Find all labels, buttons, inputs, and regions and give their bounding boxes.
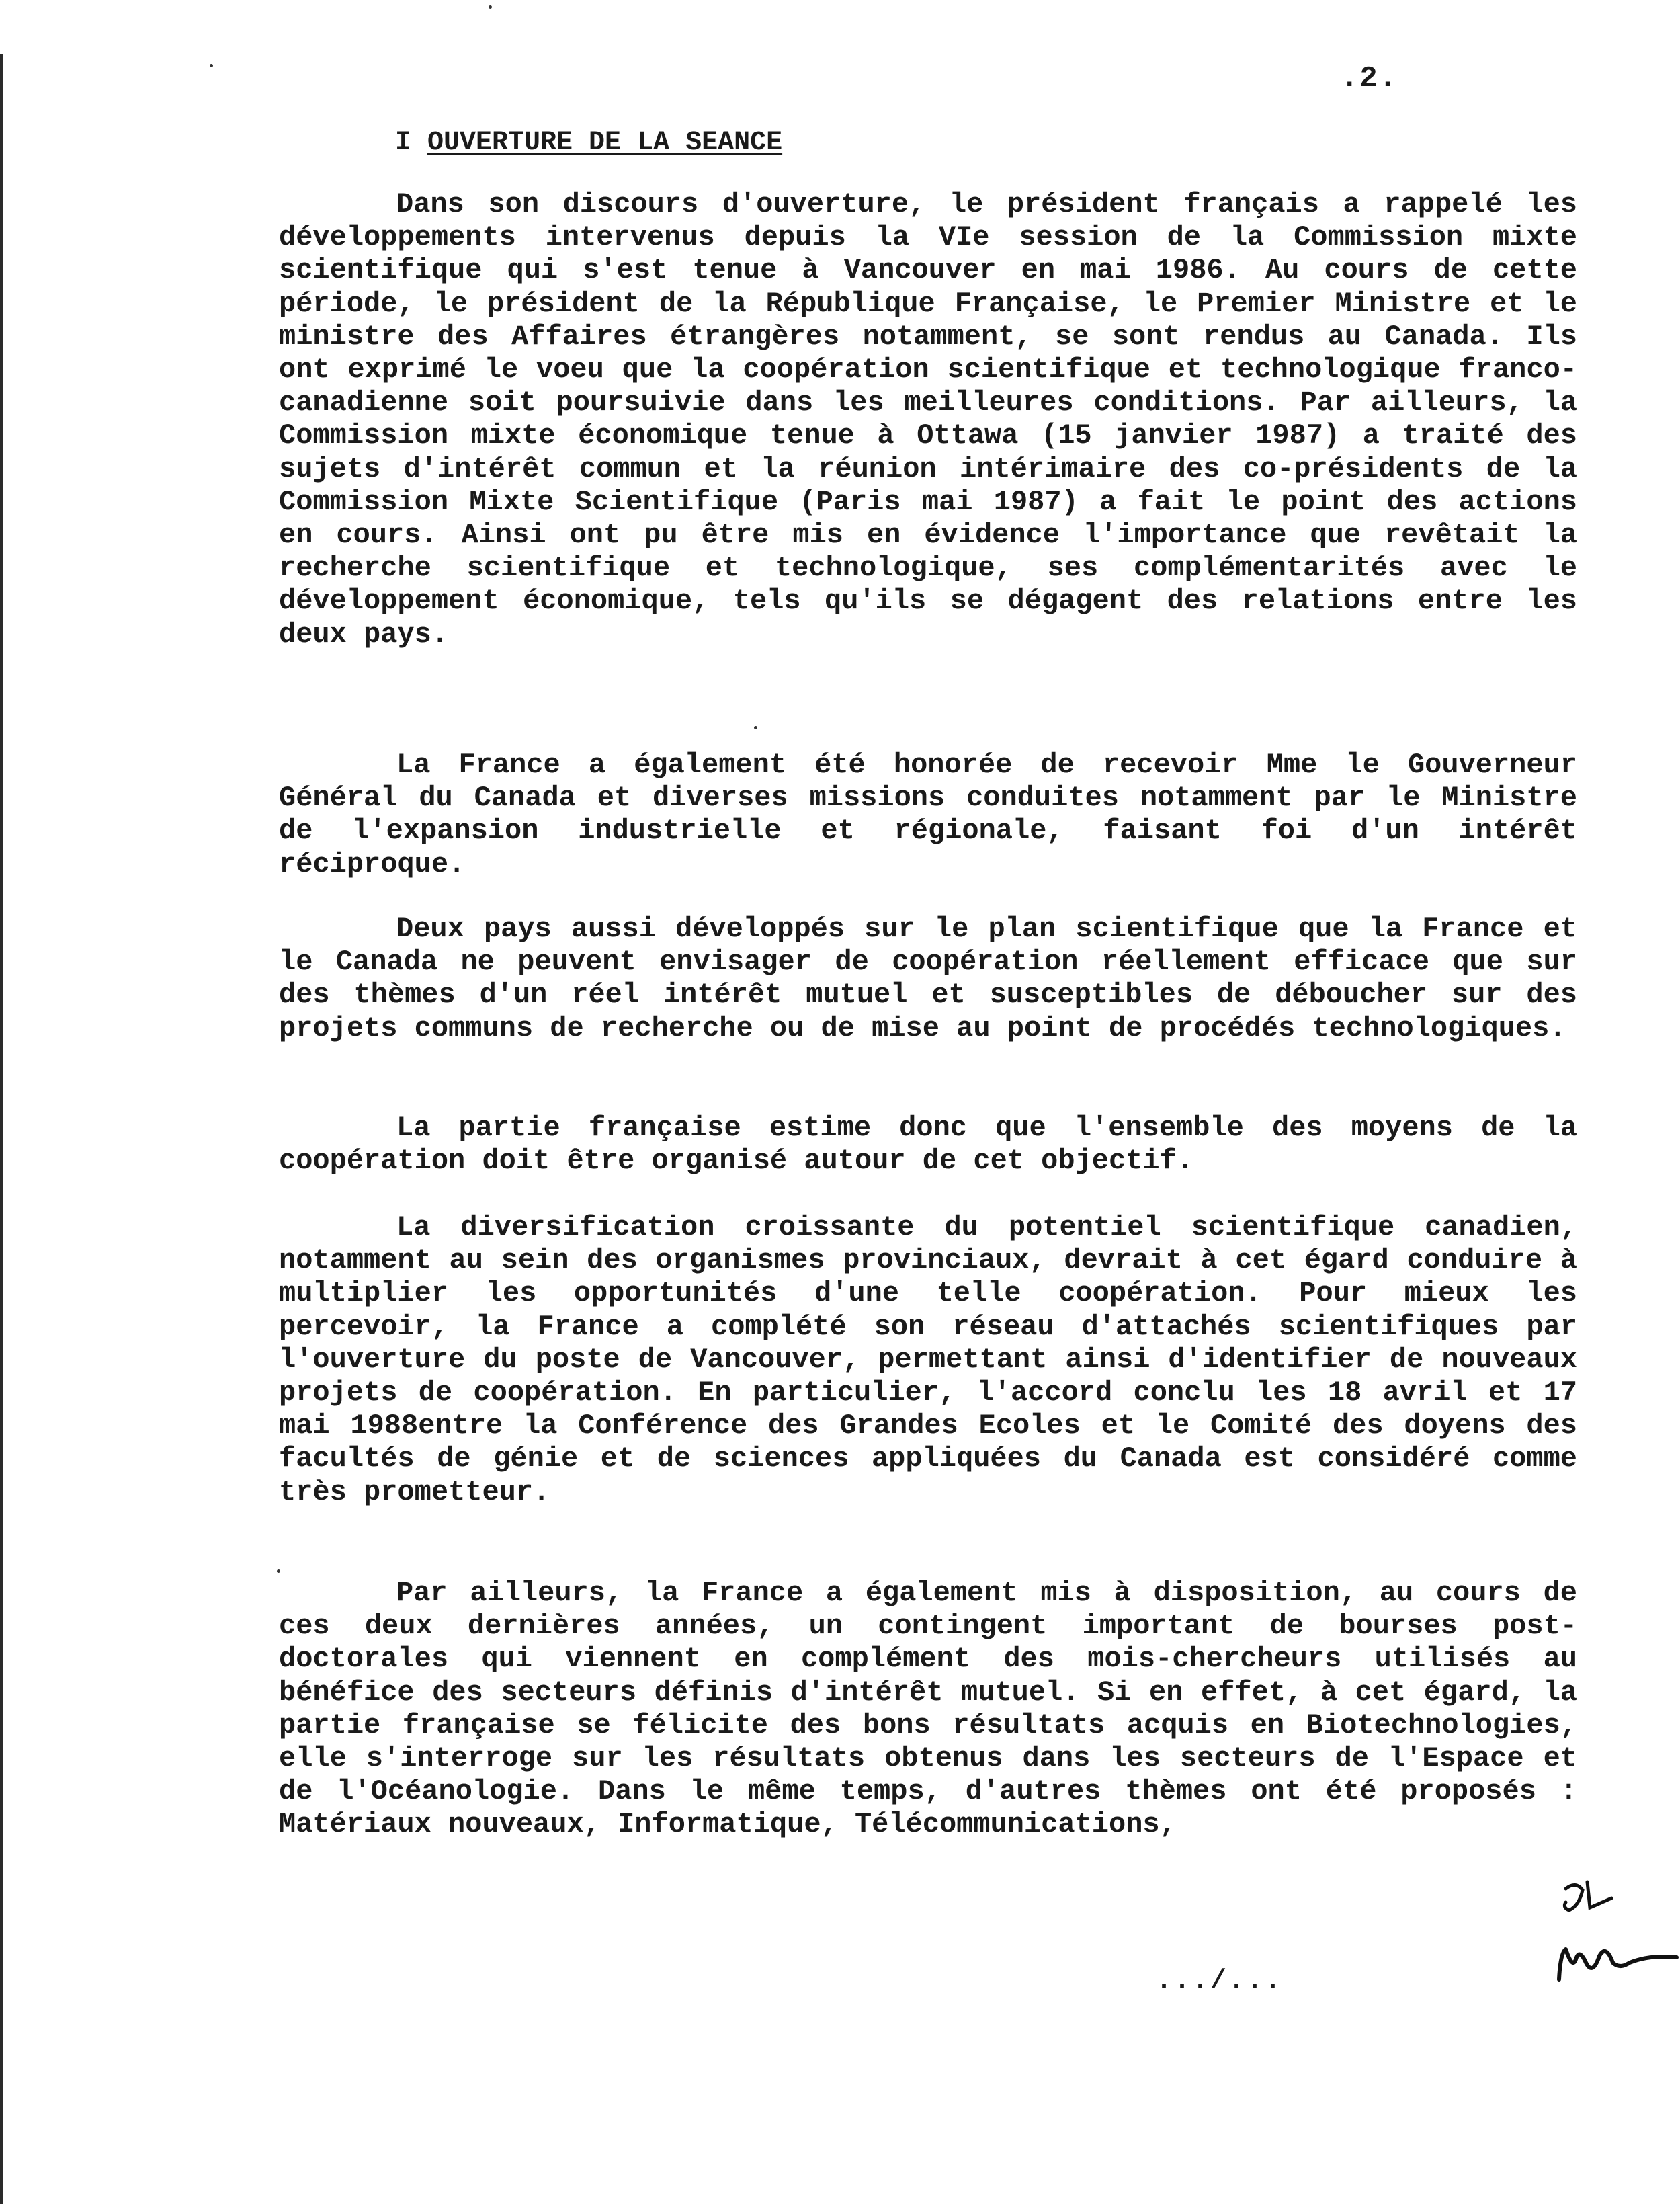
paragraph-french-position bbox=[279, 1112, 1577, 1178]
scan-speck bbox=[754, 726, 757, 729]
paragraph-postdoctoral-grants bbox=[279, 1577, 1577, 1842]
scan-speck bbox=[210, 64, 213, 67]
scan-left-edge bbox=[0, 54, 3, 2204]
handwritten-initials bbox=[1546, 1869, 1680, 2016]
paragraph-opening-speech bbox=[279, 188, 1577, 651]
scan-speck bbox=[277, 1569, 280, 1573]
scan-speck bbox=[489, 5, 492, 9]
continuation-mark: .../... bbox=[1156, 1966, 1284, 1996]
paragraph-text: La partie française estime donc que l'ensemble des moyens de la coopération doit être organisé autour de cet objectif. bbox=[279, 1112, 1577, 1178]
paragraph-text: Deux pays aussi développés sur le plan scientifique que la France et le Canada ne peuvent envisager de coopération réellement efficace que sur des thèmes d'un réel intérêt mutuel et susceptibles de déboucher sur des projets communs de recherche ou de mise au point de procédés technologiques. bbox=[279, 913, 1577, 1045]
paragraph-text: Par ailleurs, la France a également mis à disposition, au cours de ces deux dernières années, un contingent important de bourses post-doctorales qui viennent en complément des mois-chercheurs utilisés au bénéfice des secteurs définis d'intérêt mutuel. Si en effet, à cet égard, la partie française se félicite des bons résultats acquis en Biotechnologies, elle s'interroge sur les résultats obtenus dans les secteurs de l'Espace et de l'Océanologie. Dans le même temps, d'autres thèmes ont été proposés : Matériaux nouveaux, Informatique, Télécommunications, bbox=[279, 1577, 1577, 1841]
paragraph-diversification bbox=[279, 1211, 1577, 1509]
paragraph-text: La diversification croissante du potentiel scientifique canadien, notamment au sein des organismes provinciaux, devrait à cet égard conduire à multiplier les opportunités d'une telle coopération. Pour mieux les percevoir, la France a complété son réseau d'attachés scientifiques par l'ouverture du poste de Vancouver, permettant ainsi d'identifier de nouveaux projets de coopération. En particulier, l'accord conclu les 18 avril et 17 mai 1988entre la Conférence des Grandes Ecoles et le Comité des doyens des facultés de génie et de sciences appliquées du Canada est considéré comme très prometteur. bbox=[279, 1211, 1577, 1508]
paragraph-mutual-interest bbox=[279, 913, 1577, 1045]
section-numeral: I bbox=[395, 128, 428, 158]
paragraph-text: La France a également été honorée de recevoir Mme le Gouverneur Général du Canada et diverses missions conduites notamment par le Ministre de l'expansion industrielle et régionale, faisant foi d'un intérêt réciproque. bbox=[279, 749, 1577, 881]
paragraph-governor-general-visit bbox=[279, 749, 1577, 881]
paragraph-text: Dans son discours d'ouverture, le président français a rappelé les développements intervenus depuis la VIe session de la Commission mixte scientifique qui s'est tenue à Vancouver en mai 1986. Au cours de cette période, le président de la République Française, le Premier Ministre et le ministre des Affaires étrangères notamment, se sont rendus au Canada. Ils ont exprimé le voeu que la coopération scientifique et technologique franco-canadienne soit poursuivie dans les meilleures conditions. Par ailleurs, la Commission mixte économique tenue à Ottawa (15 janvier 1987) a traité des sujets d'intérêt commun et la réunion intérimaire des co-présidents de la Commission Mixte Scientifique (Paris mai 1987) a fait le point des actions en cours. Ainsi ont pu être mis en évidence l'importance que revêtait la recherche scientifique et technologique, ses complémentarités avec le développement économique, tels qu'ils se dégagent des relations entre les deux pays. bbox=[279, 188, 1577, 651]
page-number: .2. bbox=[1341, 62, 1398, 95]
section-title: OUVERTURE DE LA SEANCE bbox=[427, 128, 783, 158]
section-heading bbox=[395, 128, 782, 158]
